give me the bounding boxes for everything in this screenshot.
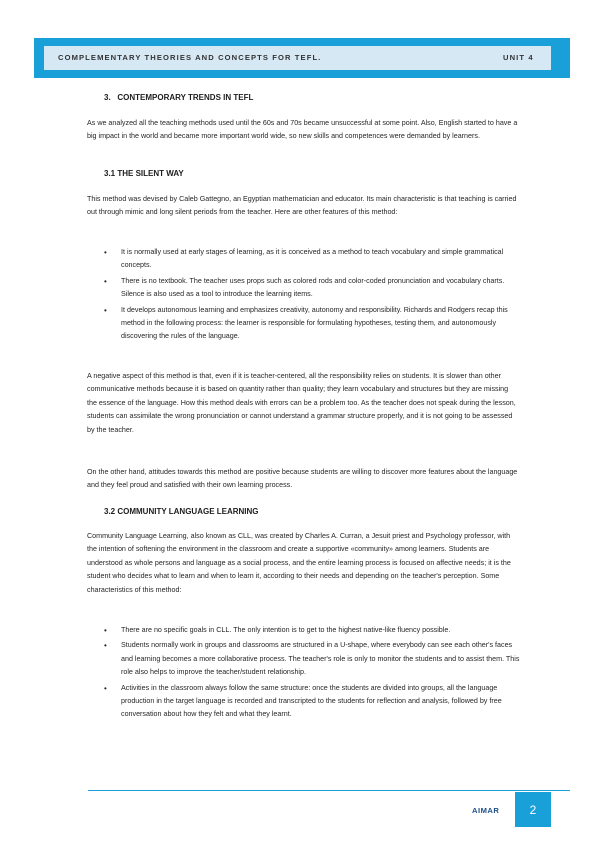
list-item-text: It develops autonomous learning and emphasizes creativity, autonomy and responsibility. Richards and Rodgers recap this method in the following process: the learner is responsible for formulating hypotheses, testing them, and autonomously discovering the rules of the language.: [121, 305, 508, 341]
bullet-icon: •: [104, 641, 107, 651]
list-item-text: Students normally work in groups and classrooms are structured in a U-shape, where everybody can see each other's faces and learning becomes a more collaborative process. The teacher's role is only to monitor the students and to assist them. This role also helps to improve the teacher/student relationship.: [121, 641, 520, 677]
list-item: [104, 682, 521, 722]
cll-intro-paragraph: Community Language Learning, also known as CLL, was created by Charles A. Curran, a Jesuit priest and Psychology professor, with the intention of softening the environment in the classroom and create a supportive «community» among learners. Students are understood as whole persons and language as a social process, and the entire learning process is focused on affective needs; it is the student who decides what to learn and when to learn it, according to their needs and depending on the teacher's perception. Some characteristics of this method:: [87, 532, 511, 594]
footer-author: AIMAR: [472, 806, 500, 815]
bullet-icon: •: [104, 626, 107, 635]
silent-way-intro-paragraph: This method was devised by Caleb Gattegno, an Egyptian mathematician and educator. Its main characteristic is that teaching is carried out through mimic and long silent periods from the teacher. Here are other features of this method:: [87, 195, 517, 217]
silent-way-features-list: [104, 246, 521, 344]
list-item-text: There are no specific goals in CLL. The only intention is to get to the highest native-like fluency possible.: [121, 626, 451, 634]
bullet-icon: •: [104, 276, 107, 286]
list-item-text: It is normally used at early stages of learning, as it is conceived as a method to teach vocabulary and simple grammatical concepts.: [121, 248, 504, 270]
list-item-text: There is no textbook. The teacher uses props such as colored rods and color-coded pronunciation and vocabulary charts. Silence is also used as a tool to introduce the learning items.: [121, 276, 505, 299]
list-item: [104, 624, 521, 637]
subsection-heading-cll: 3.2 COMMUNITY LANGUAGE LEARNING: [104, 507, 259, 516]
cll-characteristics-list: [104, 624, 521, 722]
list-item: [104, 275, 521, 302]
silent-way-negative-paragraph: A negative aspect of this method is that, even if it is teacher-centered, all the responsibility relies on students. It is slower than other communicative methods because it is based on quantity rather than quality; they learn vocabulary and structures but they are missing the essence of the language. How this method deals with errors can be a problem too. As the teacher does not speak during the lesson, students can assimilate the wrong pronunciation or cannot understand a grammar structure properly, and it is not going to be assessed by the teacher.: [87, 372, 516, 434]
bullet-icon: •: [104, 683, 107, 693]
section-intro-paragraph: As we analyzed all the teaching methods used until the 60s and 70s became unsuccessful at some point. Also, English started to have a big impact in the world and became more important world wide, so new skills and competences were demanded by learners.: [87, 119, 518, 141]
header-title: COMPLEMENTARY THEORIES AND CONCEPTS FOR TEFL.: [58, 53, 322, 62]
page-number-box: [515, 792, 551, 827]
bullet-icon: •: [104, 248, 107, 257]
list-item: [104, 639, 521, 679]
list-item: [104, 304, 521, 344]
bullet-icon: •: [104, 305, 107, 315]
section-heading-contemporary-trends: 3. CONTEMPORARY TRENDS IN TEFL: [104, 93, 254, 102]
list-item: [104, 246, 521, 273]
subsection-heading-silent-way: 3.1 THE SILENT WAY: [104, 169, 184, 178]
header-unit-label: UNIT 4: [503, 53, 534, 62]
silent-way-positive-paragraph: On the other hand, attitudes towards this method are positive because students are willing to discover more features about the language and they feel proud and satisfied with their own learning process.: [87, 468, 518, 490]
list-item-text: Activities in the classroom always follow the same structure: once the students are divided into groups, all the language production in the target language is recorded and transcripted to the students for reflection and analysis, followed by free conversation about how they felt and what they learnt.: [121, 683, 502, 719]
page-number: 2: [529, 802, 537, 817]
footer-rule: [88, 790, 570, 791]
